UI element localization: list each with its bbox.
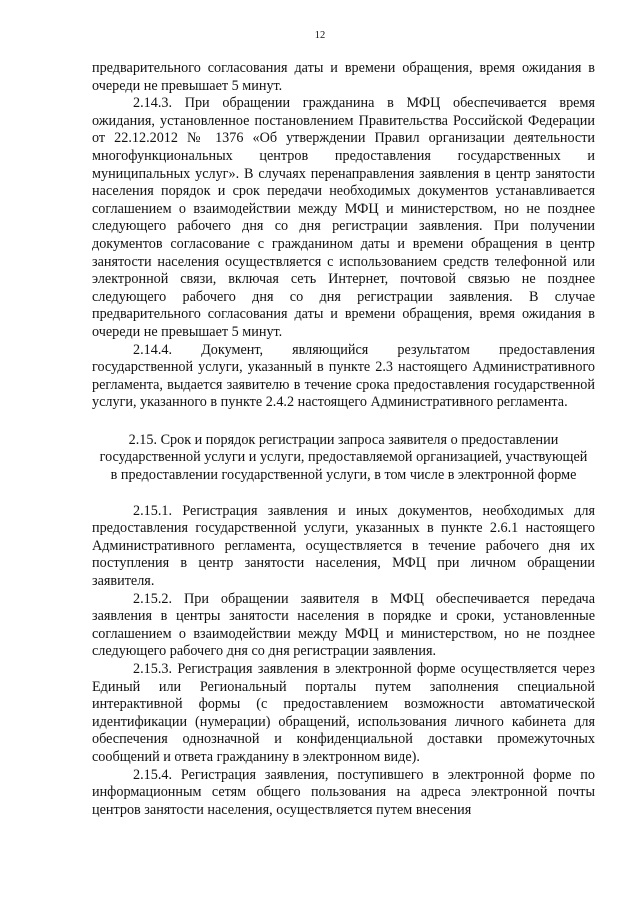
page-number: 12 (314, 30, 326, 41)
paragraph-continuation: предварительного согласования даты и времени обращения, время ожидания в очереди не превышает 5 минут. (92, 60, 595, 94)
paragraph-2-15-3: 2.15.3. Регистрация заявления в электронной форме осуществляется через Единый или Региональный порталы путем заполнения специальной интерактивной формы (с предоставлением возможности автоматической идентификации (нумерации) обращений, использования личного кабинета для обеспечения однозначной и конфиденциальной доставки промежуточных сообщений и ответа гражданину в электронном виде). (92, 661, 595, 765)
document-body (92, 60, 595, 819)
paragraph-2-14-4: 2.14.4. Документ, являющийся результатом предоставления государственной услуги, указанный в пункте 2.3 настоящего Административного регламента, выдается заявителю в течение срока предоставления государственной услуги, указанного в пункте 2.4.2 настоящего Административного регламента. (92, 341, 595, 411)
section-heading-2-15: 2.15. Срок и порядок регистрации запроса заявителя о предоставлении государственной услуги и услуги, предоставляемой организацией, участвующей в предоставлении государственной услуги, в том числе в электронной форме (99, 431, 588, 484)
paragraph-2-15-1: 2.15.1. Регистрация заявления и иных документов, необходимых для предоставления государственной услуги, указанных в пункте 2.6.1 настоящего Административного регламента, осуществляется в течение рабочего дня их поступления в центр занятости населения, МФЦ при личном обращении заявителя. (92, 502, 595, 590)
paragraph-2-14-3: 2.14.3. При обращении гражданина в МФЦ обеспечивается время ожидания, установленное постановлением Правительства Российской Федерации от 22.12.2012 № 1376 «Об утверждении Правил организации деятельности многофункциональных центров предоставления государственных и муниципальных услуг». В случаях перенаправления заявления в центр занятости населения порядок и срок передачи необходимых документов устанавливается соглашением о взаимодействии между МФЦ и министерством, но не позднее следующего рабочего дня со дня регистрации заявления. При получении документов согласование с гражданином даты и времени обращения в центр занятости населения осуществляется с использованием средств телефонной или электронной связи, включая сеть Интернет, почтовой связью не позднее следующего рабочего дня со дня регистрации заявления. В случае предварительного согласования даты и времени обращения, время ожидания в очереди не превышает 5 минут. (92, 95, 595, 340)
paragraph-2-15-4: 2.15.4. Регистрация заявления, поступившего в электронной форме по информационным сетям общего пользования на адреса электронной почты центров занятости населения, осуществляется путем внесения (92, 766, 595, 818)
paragraph-2-15-2: 2.15.2. При обращении заявителя в МФЦ обеспечивается передача заявления в центры занятости населения в порядке и сроки, установленные соглашением о взаимодействии между МФЦ и министерством, но не позднее следующего рабочего дня со дня регистрации заявления. (92, 590, 595, 660)
